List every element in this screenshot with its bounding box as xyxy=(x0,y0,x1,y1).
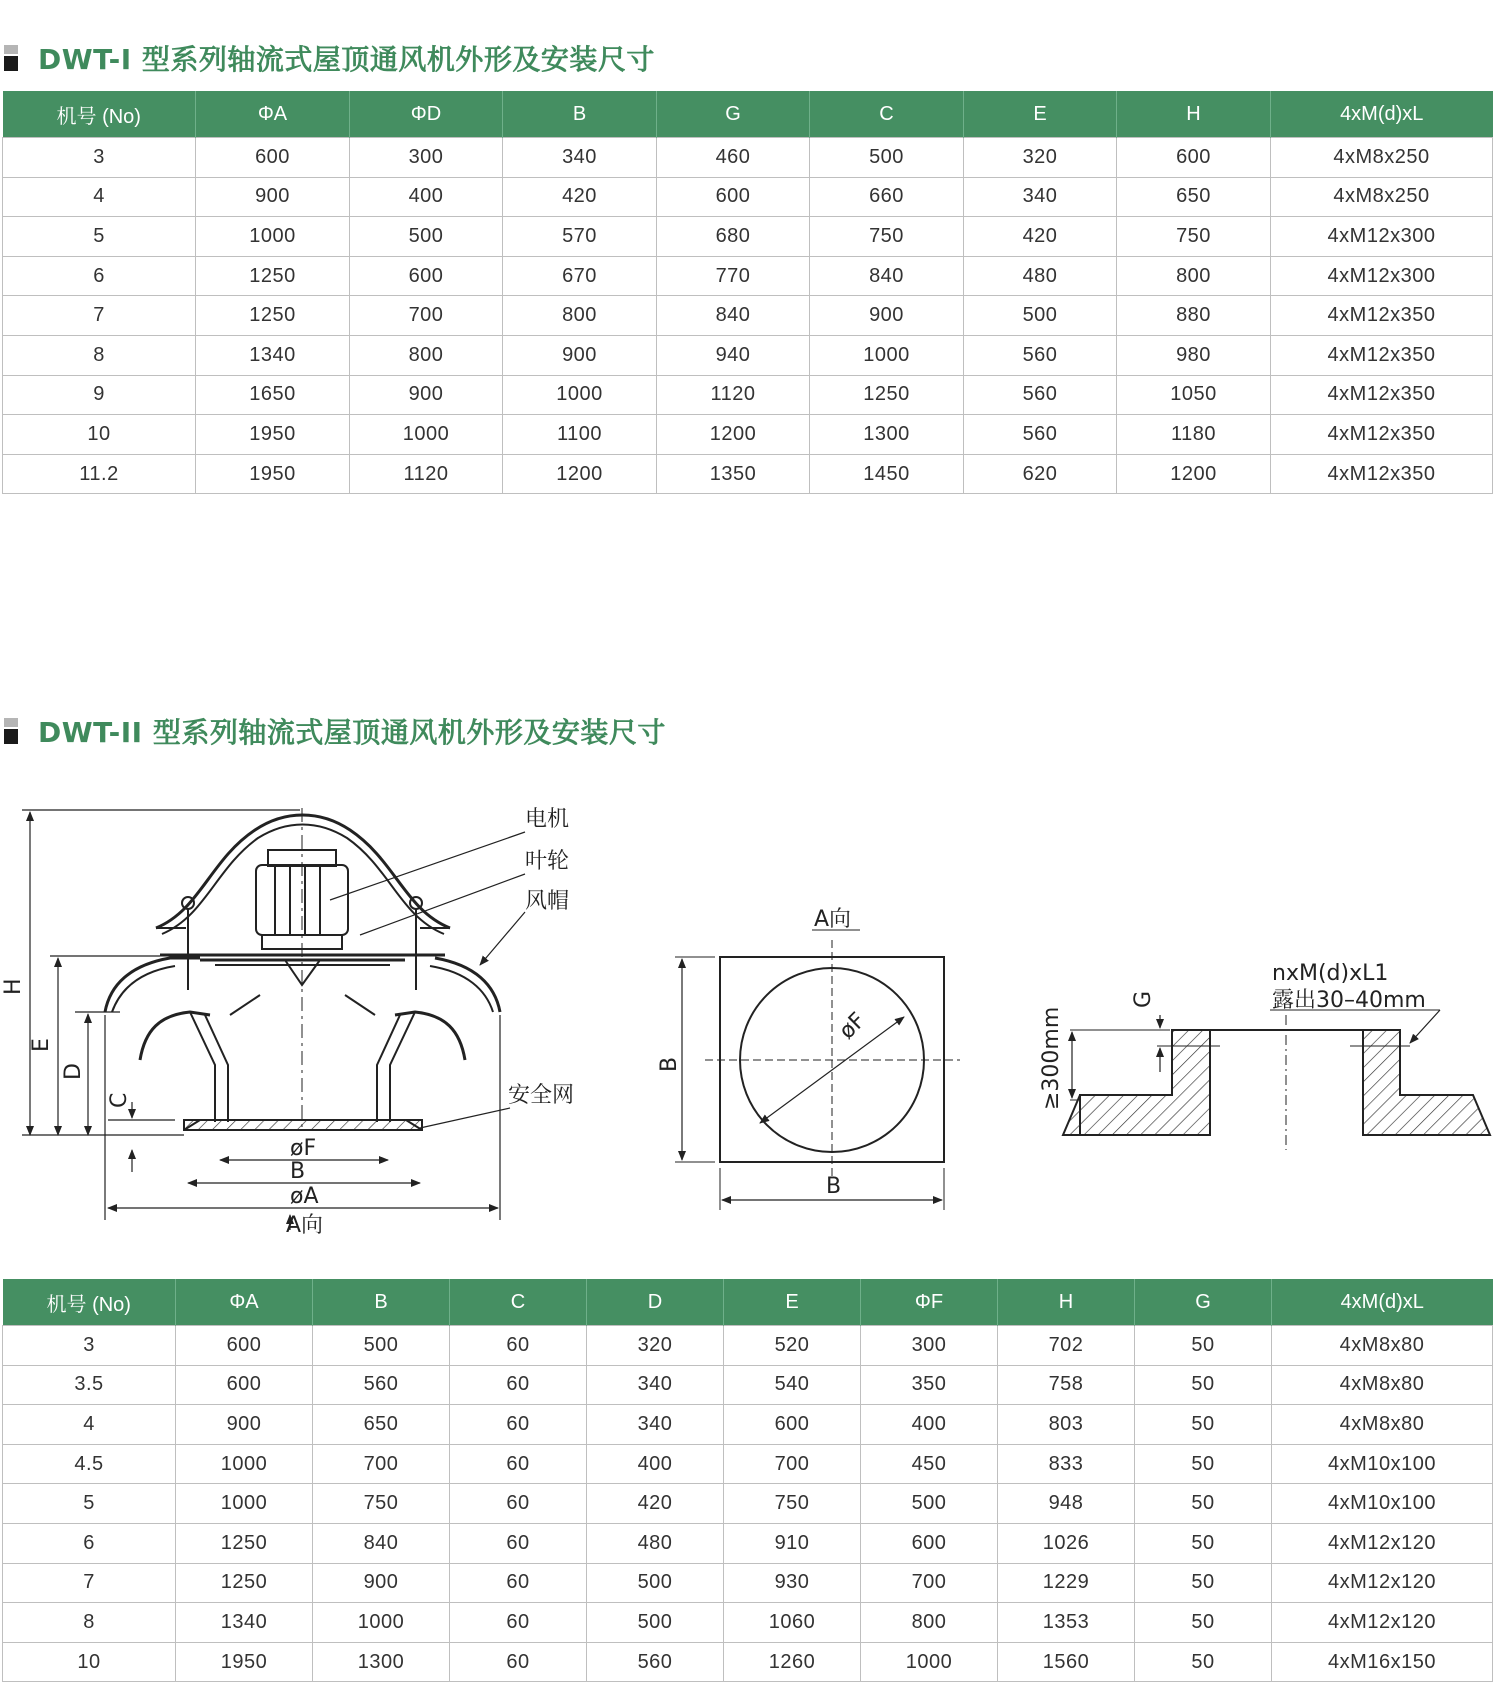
table-cell: 4.5 xyxy=(3,1444,176,1484)
table-cell: 560 xyxy=(964,335,1117,375)
table-cell: 1300 xyxy=(810,415,964,455)
table-cell: 460 xyxy=(657,138,810,178)
table-cell: 10 xyxy=(3,1642,176,1682)
column-header: H xyxy=(998,1279,1135,1326)
table-cell: 540 xyxy=(724,1365,861,1405)
fan-labels xyxy=(1,807,574,1238)
table-cell: 1000 xyxy=(861,1642,998,1682)
table-cell: 750 xyxy=(724,1484,861,1524)
table-cell: 1000 xyxy=(503,375,657,415)
table-cell: 50 xyxy=(1135,1405,1272,1445)
table-cell: 803 xyxy=(998,1405,1135,1445)
table-cell: 700 xyxy=(313,1444,450,1484)
table-cell: 600 xyxy=(350,256,503,296)
table-cell: 4 xyxy=(3,177,196,217)
table-cell: 600 xyxy=(1117,138,1271,178)
table-cell: 340 xyxy=(587,1365,724,1405)
table-cell: 700 xyxy=(861,1563,998,1603)
table-row xyxy=(3,415,1493,455)
section2-heading xyxy=(4,711,666,751)
column-header: E xyxy=(964,91,1117,138)
table-cell: 500 xyxy=(810,138,964,178)
column-header: 4xM(d)xL xyxy=(1271,91,1493,138)
table-cell: 4xM12x120 xyxy=(1272,1603,1493,1643)
table-cell: 9 xyxy=(3,375,196,415)
table-cell: 320 xyxy=(587,1326,724,1366)
table-cell: 660 xyxy=(810,177,964,217)
base-g-label: G xyxy=(1131,990,1156,1008)
column-header: ΦA xyxy=(176,1279,313,1326)
fan-side-view xyxy=(105,808,500,1130)
table-cell: 4xM12x120 xyxy=(1272,1563,1493,1603)
table-cell: 500 xyxy=(587,1563,724,1603)
table-cell: 50 xyxy=(1135,1603,1272,1643)
table-cell: 4xM12x350 xyxy=(1271,296,1493,336)
table-cell: 1000 xyxy=(176,1484,313,1524)
a-view-b-bottom: B xyxy=(826,1174,842,1199)
table-cell: 5 xyxy=(3,217,196,257)
table-cell: 400 xyxy=(350,177,503,217)
table-row xyxy=(3,256,1493,296)
table-row xyxy=(3,1603,1493,1643)
table-row xyxy=(3,1444,1493,1484)
a-view-title: A向 xyxy=(814,907,852,932)
table-cell: 420 xyxy=(587,1484,724,1524)
safety-net-label: 安全网 xyxy=(508,1083,575,1108)
table-cell: 1340 xyxy=(176,1603,313,1643)
title-marker-icon xyxy=(4,718,18,744)
table-cell: 4xM16x150 xyxy=(1272,1642,1493,1682)
table-cell: 60 xyxy=(450,1642,587,1682)
table-cell: 840 xyxy=(313,1523,450,1563)
table-cell: 4xM10x100 xyxy=(1272,1484,1493,1524)
column-header: D xyxy=(587,1279,724,1326)
table-cell: 1050 xyxy=(1117,375,1271,415)
table-cell: 4xM8x250 xyxy=(1271,177,1493,217)
table-cell: 350 xyxy=(861,1365,998,1405)
table-cell: 1060 xyxy=(724,1603,861,1643)
fan-dimensions xyxy=(22,810,525,1230)
table-cell: 4xM12x350 xyxy=(1271,454,1493,494)
column-header: B xyxy=(313,1279,450,1326)
dwt2-dimension-table xyxy=(2,1279,1493,1682)
dim-b-label: B xyxy=(290,1159,306,1184)
table-cell: 1250 xyxy=(810,375,964,415)
table-row xyxy=(3,1365,1493,1405)
table-cell: 900 xyxy=(350,375,503,415)
table-cell: 60 xyxy=(450,1563,587,1603)
table-cell: 60 xyxy=(450,1405,587,1445)
table-cell: 500 xyxy=(861,1484,998,1524)
table-cell: 1026 xyxy=(998,1523,1135,1563)
table-row xyxy=(3,454,1493,494)
table-cell: 50 xyxy=(1135,1642,1272,1682)
table-cell: 880 xyxy=(1117,296,1271,336)
column-header: H xyxy=(1117,91,1271,138)
hood-label: 风帽 xyxy=(525,889,570,914)
table-cell: 60 xyxy=(450,1523,587,1563)
table-cell: 948 xyxy=(998,1484,1135,1524)
table-cell: 1100 xyxy=(503,415,657,455)
table-cell: 800 xyxy=(503,296,657,336)
table-cell: 1250 xyxy=(196,296,350,336)
section1-title: DWT-I 型系列轴流式屋顶通风机外形及安装尺寸 xyxy=(38,43,655,76)
exposed-label: 露出30–40mm xyxy=(1272,988,1426,1013)
table-row xyxy=(3,1523,1493,1563)
table-cell: 1250 xyxy=(176,1563,313,1603)
table-cell: 702 xyxy=(998,1326,1135,1366)
table-cell: 940 xyxy=(657,335,810,375)
table-cell: 1650 xyxy=(196,375,350,415)
table-cell: 770 xyxy=(657,256,810,296)
column-header: B xyxy=(503,91,657,138)
table-cell: 50 xyxy=(1135,1444,1272,1484)
table-cell: 480 xyxy=(587,1523,724,1563)
column-header: E xyxy=(724,1279,861,1326)
table-cell: 1180 xyxy=(1117,415,1271,455)
table-cell: 10 xyxy=(3,415,196,455)
a-view-labels xyxy=(657,907,871,1199)
table-cell: 800 xyxy=(1117,256,1271,296)
table-cell: 1950 xyxy=(196,415,350,455)
table-cell: 1000 xyxy=(176,1444,313,1484)
table-cell: 560 xyxy=(587,1642,724,1682)
table-cell: 600 xyxy=(196,138,350,178)
table-cell: 500 xyxy=(964,296,1117,336)
table-cell: 570 xyxy=(503,217,657,257)
table-cell: 600 xyxy=(724,1405,861,1445)
table-cell: 4 xyxy=(3,1405,176,1445)
table-row xyxy=(3,1405,1493,1445)
base-height-label: ≥300mm xyxy=(1039,1006,1064,1110)
column-header: G xyxy=(657,91,810,138)
motor-label: 电机 xyxy=(525,807,570,832)
table-cell: 980 xyxy=(1117,335,1271,375)
column-header: C xyxy=(810,91,964,138)
table-cell: 50 xyxy=(1135,1484,1272,1524)
view-a-label: A向 xyxy=(286,1213,324,1238)
bolt-label: nxM(d)xL1 xyxy=(1272,961,1389,986)
table-cell: 3 xyxy=(3,138,196,178)
table-cell: 3 xyxy=(3,1326,176,1366)
table-cell: 1350 xyxy=(657,454,810,494)
title-marker-icon xyxy=(4,45,18,71)
table-row xyxy=(3,177,1493,217)
table-cell: 400 xyxy=(587,1444,724,1484)
table-cell: 1250 xyxy=(176,1523,313,1563)
column-header: ΦF xyxy=(861,1279,998,1326)
table-cell: 60 xyxy=(450,1365,587,1405)
table-cell: 833 xyxy=(998,1444,1135,1484)
table-row xyxy=(3,138,1493,178)
table-cell: 8 xyxy=(3,1603,176,1643)
a-view-f: øF xyxy=(834,1008,871,1045)
table-cell: 480 xyxy=(964,256,1117,296)
table-cell: 50 xyxy=(1135,1365,1272,1405)
table-cell: 4xM12x120 xyxy=(1272,1523,1493,1563)
dim-f-label: øF xyxy=(290,1136,317,1161)
table-cell: 840 xyxy=(657,296,810,336)
table-cell: 900 xyxy=(503,335,657,375)
table-cell: 650 xyxy=(313,1405,450,1445)
table-cell: 11.2 xyxy=(3,454,196,494)
table-cell: 340 xyxy=(964,177,1117,217)
table-cell: 340 xyxy=(587,1405,724,1445)
table-cell: 1200 xyxy=(657,415,810,455)
table-cell: 500 xyxy=(587,1603,724,1643)
table-cell: 900 xyxy=(810,296,964,336)
table-cell: 50 xyxy=(1135,1563,1272,1603)
table-cell: 1000 xyxy=(196,217,350,257)
dwt1-dimension-table xyxy=(2,91,1493,494)
table-cell: 50 xyxy=(1135,1326,1272,1366)
column-header: C xyxy=(450,1279,587,1326)
table-cell: 1340 xyxy=(196,335,350,375)
table-cell: 400 xyxy=(861,1405,998,1445)
table-cell: 620 xyxy=(964,454,1117,494)
table-cell: 900 xyxy=(176,1405,313,1445)
table-cell: 1200 xyxy=(1117,454,1271,494)
table-cell: 420 xyxy=(503,177,657,217)
table-row xyxy=(3,1642,1493,1682)
table-cell: 60 xyxy=(450,1603,587,1643)
table-cell: 300 xyxy=(350,138,503,178)
table-cell: 1000 xyxy=(810,335,964,375)
table-cell: 800 xyxy=(861,1603,998,1643)
table-cell: 300 xyxy=(861,1326,998,1366)
table-cell: 420 xyxy=(964,217,1117,257)
table-cell: 320 xyxy=(964,138,1117,178)
table-cell: 650 xyxy=(1117,177,1271,217)
dim-a-label: øA xyxy=(290,1184,319,1209)
table-cell: 840 xyxy=(810,256,964,296)
table-cell: 4xM10x100 xyxy=(1272,1444,1493,1484)
column-header: ΦD xyxy=(350,91,503,138)
table-cell: 1120 xyxy=(657,375,810,415)
table-cell: 1950 xyxy=(196,454,350,494)
table-row xyxy=(3,296,1493,336)
table-cell: 758 xyxy=(998,1365,1135,1405)
column-header: ΦA xyxy=(196,91,350,138)
table-cell: 1250 xyxy=(196,256,350,296)
table-cell: 8 xyxy=(3,335,196,375)
section2-title: DWT-II 型系列轴流式屋顶通风机外形及安装尺寸 xyxy=(38,716,666,749)
table-cell: 900 xyxy=(196,177,350,217)
a-view-b-left: B xyxy=(657,1056,682,1072)
column-header: 机号 (No) xyxy=(3,1279,176,1326)
table-cell: 560 xyxy=(964,415,1117,455)
table-cell: 900 xyxy=(313,1563,450,1603)
dim-d-label: D xyxy=(61,1063,86,1080)
table-cell: 1560 xyxy=(998,1642,1135,1682)
table-cell: 800 xyxy=(350,335,503,375)
table-cell: 340 xyxy=(503,138,657,178)
column-header: 机号 (No) xyxy=(3,91,196,138)
table-cell: 7 xyxy=(3,1563,176,1603)
table-cell: 6 xyxy=(3,1523,176,1563)
table-cell: 750 xyxy=(1117,217,1271,257)
table-row xyxy=(3,335,1493,375)
column-header: G xyxy=(1135,1279,1272,1326)
table-cell: 1353 xyxy=(998,1603,1135,1643)
table-cell: 560 xyxy=(313,1365,450,1405)
table-cell: 520 xyxy=(724,1326,861,1366)
table-cell: 1120 xyxy=(350,454,503,494)
dim-h-label: H xyxy=(1,978,26,995)
table-cell: 500 xyxy=(313,1326,450,1366)
table-cell: 60 xyxy=(450,1444,587,1484)
table-cell: 1000 xyxy=(313,1603,450,1643)
table-cell: 670 xyxy=(503,256,657,296)
table-cell: 5 xyxy=(3,1484,176,1524)
table-row xyxy=(3,1563,1493,1603)
table-cell: 450 xyxy=(861,1444,998,1484)
table-cell: 1229 xyxy=(998,1563,1135,1603)
impeller-label: 叶轮 xyxy=(525,849,570,874)
table-cell: 750 xyxy=(313,1484,450,1524)
table-cell: 600 xyxy=(176,1326,313,1366)
table-cell: 560 xyxy=(964,375,1117,415)
table-cell: 1260 xyxy=(724,1642,861,1682)
table-cell: 600 xyxy=(657,177,810,217)
table-cell: 4xM8x250 xyxy=(1271,138,1493,178)
table-cell: 700 xyxy=(350,296,503,336)
dim-e-label: E xyxy=(29,1038,54,1052)
table-cell: 6 xyxy=(3,256,196,296)
table-row xyxy=(3,217,1493,257)
base-section-drawing xyxy=(1063,1010,1490,1150)
table-cell: 7 xyxy=(3,296,196,336)
table-cell: 930 xyxy=(724,1563,861,1603)
table-cell: 600 xyxy=(861,1523,998,1563)
table-cell: 4xM12x300 xyxy=(1271,256,1493,296)
table-cell: 750 xyxy=(810,217,964,257)
installation-drawing xyxy=(0,790,1494,1260)
section1-heading xyxy=(4,38,655,78)
table-cell: 4xM8x80 xyxy=(1272,1365,1493,1405)
table-cell: 4xM8x80 xyxy=(1272,1405,1493,1445)
table-cell: 1300 xyxy=(313,1642,450,1682)
table-cell: 1450 xyxy=(810,454,964,494)
table-cell: 60 xyxy=(450,1484,587,1524)
table-row xyxy=(3,1484,1493,1524)
table-cell: 910 xyxy=(724,1523,861,1563)
table-cell: 1950 xyxy=(176,1642,313,1682)
table-cell: 1200 xyxy=(503,454,657,494)
table-row xyxy=(3,375,1493,415)
table-cell: 50 xyxy=(1135,1523,1272,1563)
column-header: 4xM(d)xL xyxy=(1272,1279,1493,1326)
table-cell: 500 xyxy=(350,217,503,257)
table-cell: 4xM12x350 xyxy=(1271,375,1493,415)
table-cell: 4xM12x350 xyxy=(1271,415,1493,455)
table-cell: 700 xyxy=(724,1444,861,1484)
table-cell: 4xM12x350 xyxy=(1271,335,1493,375)
table-cell: 1000 xyxy=(350,415,503,455)
table-cell: 3.5 xyxy=(3,1365,176,1405)
table-cell: 600 xyxy=(176,1365,313,1405)
a-view-drawing xyxy=(675,930,960,1210)
dim-c-label: C xyxy=(107,1092,132,1108)
table-cell: 680 xyxy=(657,217,810,257)
table-row xyxy=(3,1326,1493,1366)
table-cell: 60 xyxy=(450,1326,587,1366)
table-cell: 4xM8x80 xyxy=(1272,1326,1493,1366)
table-cell: 4xM12x300 xyxy=(1271,217,1493,257)
